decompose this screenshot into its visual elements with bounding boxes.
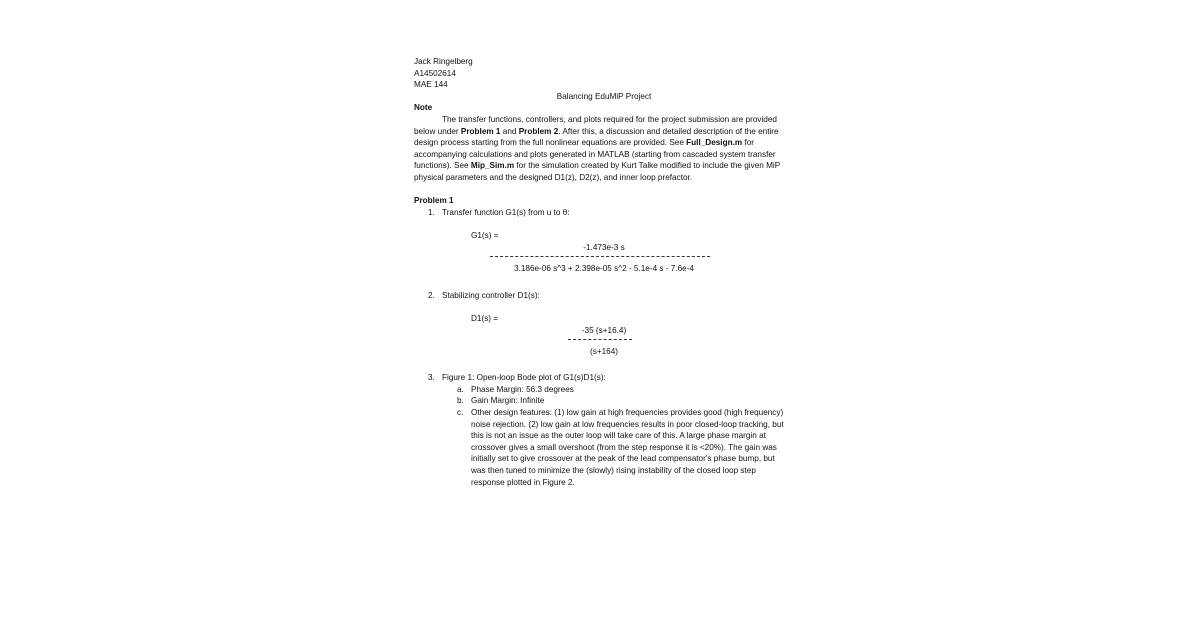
note-bold-problem2: Problem 2 xyxy=(518,126,559,136)
subitem-text: Other design features: (1) low gain at high frequencies provides good (high frequency) noise rejection. (2) low gain at low frequencies results in poor closed-loop tracking, but this is not an issue as the outer loop will take care of this. A large phase margin at crossover gives a small overshoot (from the step response it is <20%). The gain was initially set to give crossover at the peak of the lead compensator's phase bump, but was then tuned to minimize the (slowly) rising instability of the closed loop step response plotted in Figure 2. xyxy=(471,408,784,487)
g1-denominator-row xyxy=(414,263,794,278)
item-text: Figure 1: Open-loop Bode plot of G1(s)D1(s): xyxy=(442,373,606,383)
d1-denominator: (s+164) xyxy=(590,346,618,356)
item-number: 3. xyxy=(428,373,435,383)
author-name: Jack Ringelberg xyxy=(414,57,473,66)
subitem-letter: a. xyxy=(457,384,464,394)
d1-fraction-bar xyxy=(568,339,632,340)
g1-denominator: 3.186e-06 s^3 + 2.398e-05 s^2 - 5.1e-4 s - 7.6e-4 xyxy=(514,263,694,273)
note-paragraph xyxy=(414,114,790,184)
item-text: Transfer function G1(s) from u to θ: xyxy=(442,207,570,217)
item-number: 2. xyxy=(428,290,435,300)
subitem-text: Phase Margin: 56.3 degrees xyxy=(471,384,574,394)
g1-lhs: G1(s) = xyxy=(471,230,499,240)
note-text-2: and xyxy=(500,126,519,136)
subitem-design-features xyxy=(414,407,786,488)
subitem-phase-margin xyxy=(414,384,786,396)
d1-numerator-row xyxy=(414,325,794,337)
subitem-letter: c. xyxy=(457,408,464,418)
problem1-heading: Problem 1 xyxy=(414,196,454,206)
student-id: A14502614 xyxy=(414,68,456,78)
g1-fraction-bar xyxy=(490,256,710,257)
subitem-gain-margin xyxy=(414,395,786,407)
subitem-letter: b. xyxy=(457,396,464,406)
problem1-item-1 xyxy=(414,207,794,219)
note-bold-problem1: Problem 1 xyxy=(460,126,501,136)
item-number: 1. xyxy=(428,207,435,217)
item-text: Stabilizing controller D1(s): xyxy=(442,290,540,300)
problem1-item-2 xyxy=(414,290,794,302)
note-bold-full-design: Full_Design.m xyxy=(686,138,743,148)
note-text-4: for accompanying calculations and plots generated in MATLAB (starting from cascaded system transfer functions). See xyxy=(414,138,776,171)
subitem-text: Gain Margin: Infinite xyxy=(471,396,545,406)
d1-numerator: -35 (s+16.4) xyxy=(581,325,627,335)
note-text-5: for the simulation created by Kurt Talke modified to include the given MiP physical parameters and the designed D1(z), D2(z), and inner loop prefactor. xyxy=(414,161,781,182)
note-bold-mip-sim: Mip_Sim.m xyxy=(470,161,515,171)
note-heading: Note xyxy=(414,103,433,113)
note-text-3: . After this, a discussion and detailed description of the entire design process starting from the full nonlinear equations are provided. See xyxy=(414,126,779,148)
document-page xyxy=(414,56,794,488)
d1-equation-lhs-row xyxy=(414,313,794,325)
g1-numerator-row xyxy=(414,242,794,254)
note-text-1: The transfer functions, controllers, and plots required for the project submission are provided below under xyxy=(414,114,777,136)
d1-lhs: D1(s) = xyxy=(471,313,499,323)
problem1-item-3 xyxy=(414,372,794,384)
course-code: MAE 144 xyxy=(414,80,448,90)
document-title: Balancing EduMiP Project xyxy=(556,91,652,101)
d1-denominator-row xyxy=(414,346,794,361)
g1-equation-lhs-row xyxy=(414,230,794,242)
g1-numerator: -1.473e-3 s xyxy=(583,242,625,252)
